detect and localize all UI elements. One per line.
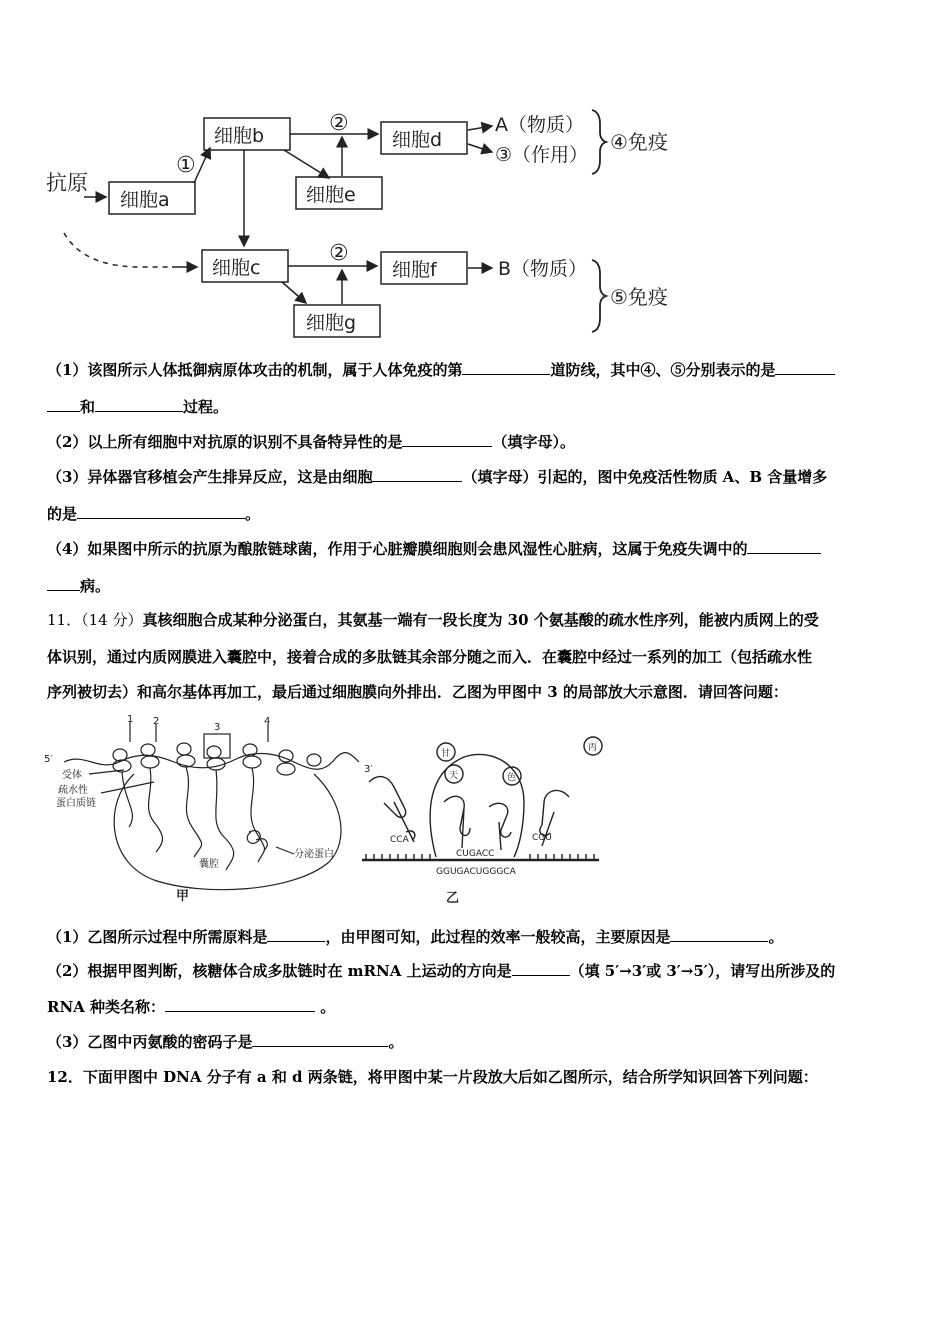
- anticodon-cgu: CGU: [532, 833, 552, 843]
- q11-part2-line2: RNA 种类名称： 。: [47, 998, 336, 1016]
- ribosome-1-label: 1: [127, 714, 134, 725]
- B-substance: B（物质）: [498, 258, 588, 280]
- effect-3: ③（作用）: [495, 144, 589, 166]
- amino-acid-bing: 丙: [588, 743, 598, 753]
- mrna-strand-jia: [64, 753, 359, 770]
- amino-acid-se: 色: [507, 773, 517, 783]
- circle-1: ①: [176, 153, 196, 178]
- ribosome-3-label: 3: [214, 722, 221, 733]
- circle-2-bottom: ②: [329, 241, 349, 266]
- q11-part3: （3）乙图中丙氨酸的密码子是 。: [47, 1033, 404, 1051]
- A-substance: A（物质）: [495, 114, 584, 136]
- q10-part2: （2）以上所有细胞中对抗原的识别不具备特异性的是 （填字母）。: [47, 433, 575, 451]
- translation-diagram: [44, 712, 604, 912]
- q10-part4-line1: （4）如果图中所示的抗原为酿脓链球菌，作用于心脏瓣膜细胞则会患风湿性心脏病，这属于免疫失调中的: [47, 538, 907, 560]
- q10-part3-line2: 的是 。: [47, 505, 261, 523]
- ribosome-4-label: 4: [264, 716, 271, 727]
- anticodon-cca: CCA: [390, 835, 409, 845]
- cell-a-label: 细胞a: [120, 189, 170, 211]
- cell-g-label: 细胞g: [306, 312, 357, 334]
- hydrophobic-label-1: 疏水性: [58, 785, 88, 796]
- lumen-label: 囊腔: [199, 859, 219, 870]
- immune-diagram: [44, 100, 712, 345]
- secretory-protein-label: 分泌蛋白: [294, 849, 334, 860]
- circle-2-top: ②: [329, 111, 349, 136]
- label-yi: 乙: [446, 891, 460, 906]
- mrna-sequence: GGUGACUGGGCA: [436, 867, 516, 877]
- immunity-5: ⑤免疫: [610, 285, 668, 309]
- q11-intro-line2: 体识别，通过内质网膜进入囊腔中，接着合成的多肽链其余部分随之而入．在囊腔中经过一系列的加工（包括疏水性: [47, 648, 813, 666]
- q11-part1: （1）乙图所示过程中所需原料是 ，由甲图可知，此过程的效率一般较高，主要原因是 。: [47, 928, 784, 946]
- cell-c-label: 细胞c: [212, 257, 261, 279]
- lumen-outline: [114, 774, 341, 890]
- five-prime-label: 5′: [44, 754, 53, 765]
- receptor-label: 受体: [62, 770, 82, 781]
- q10-part1-line2: 和 过程。: [47, 396, 907, 418]
- label-jia: 甲: [176, 889, 190, 904]
- q10-part3-line1: （3）异体器官移植会产生排异反应，这是由细胞 （填字母）引起的，图中免疫活性物质 A、B 含量增多: [47, 468, 828, 486]
- cell-e-label: 细胞e: [306, 184, 356, 206]
- antigen-label: 抗原: [46, 171, 88, 195]
- anticodon-cugacc: CUGACC: [456, 849, 495, 859]
- q11-intro-line1: 11．（14 分）真核细胞合成某种分泌蛋白，其氨基一端有一段长度为 30 个氨基酸的疏水性序列，能被内质网上的受: [47, 611, 819, 629]
- q10-part1-line1: （1）该图所示人体抵御病原体攻击的机制，属于人体免疫的第 道防线，其中④、⑤分别表示的是: [47, 359, 907, 381]
- hydrophobic-label-2: 蛋白质链: [56, 798, 96, 809]
- ribosome-2-label: 2: [153, 716, 160, 727]
- cell-f-label: 细胞f: [392, 259, 437, 281]
- q12-stem: 12．下面甲图中 DNA 分子有 a 和 d 两条链，将甲图中某一片段放大后如乙图所示，结合所学知识回答下列问题：: [47, 1068, 818, 1086]
- q10-part4-line2: 病。: [47, 575, 907, 597]
- three-prime-label: 3′: [364, 764, 373, 775]
- cell-d-label: 细胞d: [392, 129, 443, 151]
- amino-acid-tian: 天: [449, 771, 459, 781]
- q11-part2-line1: （2）根据甲图判断，核糖体合成多肽链时在 mRNA 上运动的方向是 （填 5′→3′或 3′→5′），请写出所涉及的: [47, 962, 836, 980]
- amino-acid-gan: 甘: [441, 749, 451, 759]
- ribosome-large-subunit: [430, 754, 524, 857]
- q11-intro-line3: 序列被切去）和高尔基体再加工，最后通过细胞膜向外排出．乙图为甲图中 3 的局部放大示意图．请回答问题：: [47, 683, 788, 701]
- cell-b-label: 细胞b: [214, 125, 265, 147]
- immunity-4: ④免疫: [610, 130, 668, 154]
